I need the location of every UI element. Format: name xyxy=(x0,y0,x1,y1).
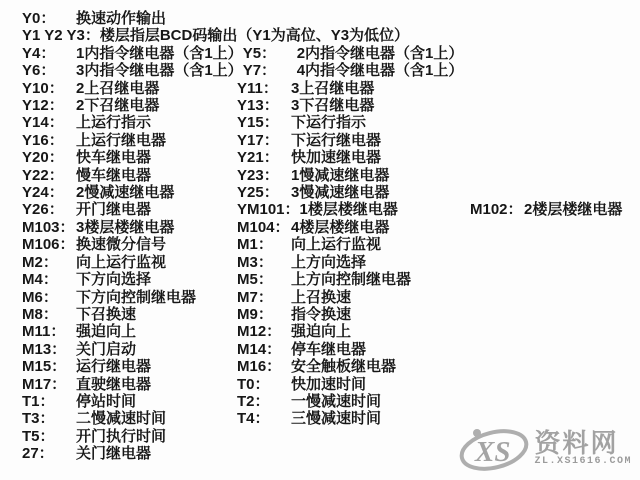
io-key: Y17： xyxy=(237,131,279,149)
io-entry xyxy=(237,97,470,114)
io-desc: 停车继电器 xyxy=(291,340,367,358)
list-row xyxy=(22,149,640,166)
io-key: T4： xyxy=(237,410,270,428)
io-entry xyxy=(22,236,237,253)
io-entry xyxy=(237,236,470,253)
io-desc: 3上召继电器 xyxy=(291,79,375,97)
io-desc: 4内指令继电器（含1上） xyxy=(296,62,464,80)
io-entry xyxy=(22,323,237,340)
io-entry xyxy=(237,341,470,358)
watermark xyxy=(456,422,632,474)
xs-logo-text: XS xyxy=(475,436,511,468)
io-key: M106： xyxy=(22,236,75,254)
io-key: M13： xyxy=(22,340,67,358)
io-entry xyxy=(22,80,237,97)
watermark-site-url: ZL.XS1616.COM xyxy=(534,455,632,467)
io-entry xyxy=(22,445,237,462)
io-key: M3： xyxy=(237,253,273,271)
io-key: M16： xyxy=(237,358,282,376)
io-key: T3： xyxy=(22,410,55,428)
io-desc: 2楼层楼继电器 xyxy=(524,201,623,219)
io-desc: 上运行指示 xyxy=(76,114,152,132)
io-desc: 2内指令继电器（含1上） xyxy=(296,44,464,62)
io-entry xyxy=(237,149,470,166)
io-key: Y1 Y2 Y3： xyxy=(22,27,100,45)
list-row xyxy=(22,201,640,218)
io-key: M104： xyxy=(237,218,290,236)
io-desc: 1楼层楼继电器 xyxy=(299,201,398,219)
io-entry xyxy=(237,201,470,218)
io-key: M17： xyxy=(22,375,67,393)
io-entry xyxy=(237,114,470,131)
io-desc: 楼层指层BCD码输出（Y1为高位、Y3为低位） xyxy=(99,27,410,45)
io-desc: 上方向选择 xyxy=(291,253,367,271)
io-key: Y6： xyxy=(22,62,56,80)
io-key: M2： xyxy=(22,253,58,271)
io-entry xyxy=(22,10,237,27)
io-key: M14： xyxy=(237,340,282,358)
io-key: M102： xyxy=(470,201,523,219)
io-entry xyxy=(22,306,237,323)
io-desc: 关门启动 xyxy=(76,340,137,358)
io-desc: 下运行指示 xyxy=(291,114,367,132)
io-key: Y11： xyxy=(237,79,278,97)
io-desc: 换速动作输出 xyxy=(76,10,167,27)
io-desc: 停站时间 xyxy=(76,392,137,410)
io-entry xyxy=(22,27,409,44)
list-row xyxy=(22,167,640,184)
io-desc: 快车继电器 xyxy=(76,149,152,167)
io-key: Y24： xyxy=(22,184,64,202)
io-key: Y16： xyxy=(22,131,64,149)
io-entry xyxy=(22,132,237,149)
io-entry xyxy=(22,97,237,114)
io-desc: 下方向控制继电器 xyxy=(76,288,197,306)
io-key: M7： xyxy=(237,288,273,306)
list-row xyxy=(22,306,640,323)
list-row xyxy=(22,341,640,358)
io-entry xyxy=(237,358,470,375)
io-desc: 慢车继电器 xyxy=(76,166,152,184)
io-entry xyxy=(22,376,237,393)
io-entry xyxy=(22,184,237,201)
list-row xyxy=(22,62,640,79)
io-desc: 下方向选择 xyxy=(76,271,152,289)
watermark-site-name: 资料网 xyxy=(534,427,619,458)
io-entry xyxy=(22,289,237,306)
io-desc: 开门执行时间 xyxy=(76,427,167,445)
io-desc: 2下召继电器 xyxy=(76,97,160,115)
io-desc: 上方向控制继电器 xyxy=(291,271,412,289)
io-desc: 二慢减速时间 xyxy=(76,410,167,428)
io-entry xyxy=(22,428,237,445)
io-entry xyxy=(470,201,622,218)
io-key: Y26： xyxy=(22,201,64,219)
io-desc: 1慢减速继电器 xyxy=(291,166,390,184)
io-key: Y12： xyxy=(22,97,64,115)
io-key: M15： xyxy=(22,358,67,376)
io-entry xyxy=(237,289,470,306)
io-desc: 强迫向上 xyxy=(76,323,137,341)
io-desc: 一慢减速时间 xyxy=(291,392,382,410)
io-desc: 直驶继电器 xyxy=(76,375,152,393)
io-desc: 向上运行监视 xyxy=(76,253,167,271)
io-desc: 2慢减速继电器 xyxy=(76,184,175,202)
io-key: M103： xyxy=(22,218,75,236)
io-entry xyxy=(237,132,470,149)
io-entry xyxy=(237,271,470,288)
io-entry xyxy=(237,376,470,393)
watermark-text-block xyxy=(534,427,632,467)
io-desc: 下运行继电器 xyxy=(291,131,382,149)
io-key: M1： xyxy=(237,236,273,254)
io-entry xyxy=(22,45,243,62)
io-entry xyxy=(237,80,470,97)
io-entry xyxy=(237,219,470,236)
io-desc: 换速微分信号 xyxy=(76,236,167,254)
io-key: Y10： xyxy=(22,79,64,97)
io-desc: 1内指令继电器（含1上） xyxy=(76,44,243,62)
io-desc: 快加速继电器 xyxy=(291,149,382,167)
io-entry xyxy=(22,341,237,358)
io-key: Y21： xyxy=(237,149,279,167)
list-row xyxy=(22,97,640,114)
io-key: T5： xyxy=(22,427,55,445)
list-row xyxy=(22,393,640,410)
io-key: M6： xyxy=(22,288,58,306)
io-entry xyxy=(22,219,237,236)
list-row xyxy=(22,376,640,393)
list-row xyxy=(22,254,640,271)
io-entry xyxy=(237,184,470,201)
list-row xyxy=(22,132,640,149)
io-desc: 关门继电器 xyxy=(76,445,152,463)
io-key: YM101： xyxy=(237,201,300,219)
io-entry xyxy=(237,410,470,427)
io-key: Y13： xyxy=(237,97,279,115)
io-desc: 4楼层楼继电器 xyxy=(291,218,390,236)
io-key: M4： xyxy=(22,271,58,289)
io-entry xyxy=(22,393,237,410)
list-row xyxy=(22,219,640,236)
io-entry xyxy=(22,358,237,375)
list-row xyxy=(22,184,640,201)
list-row xyxy=(22,27,640,44)
io-desc: 上运行继电器 xyxy=(76,131,167,149)
io-desc: 三慢减速时间 xyxy=(291,410,382,428)
io-entry xyxy=(22,149,237,166)
io-entry xyxy=(22,62,243,79)
list-row xyxy=(22,358,640,375)
io-desc: 运行继电器 xyxy=(76,358,152,376)
io-key: Y15： xyxy=(237,114,279,132)
io-key: 27： xyxy=(22,445,54,463)
io-desc: 3慢减速继电器 xyxy=(291,184,390,202)
io-desc: 向上运行监视 xyxy=(291,236,382,254)
io-key: T2： xyxy=(237,392,270,410)
io-key: Y0： xyxy=(22,10,56,27)
list-row xyxy=(22,289,640,306)
io-desc: 开门继电器 xyxy=(76,201,152,219)
io-entry xyxy=(237,393,470,410)
list-row xyxy=(22,236,640,253)
io-desc: 3内指令继电器（含1上） xyxy=(76,62,243,80)
io-key: T1： xyxy=(22,392,55,410)
io-entry xyxy=(243,62,476,79)
io-entry xyxy=(22,201,237,218)
io-desc: 上召换速 xyxy=(291,288,352,306)
io-desc: 3楼层楼继电器 xyxy=(76,218,175,236)
io-entry xyxy=(243,45,476,62)
list-row xyxy=(22,10,640,27)
io-key: T0： xyxy=(237,375,270,393)
list-row xyxy=(22,114,640,131)
io-list xyxy=(22,10,640,463)
io-entry xyxy=(22,271,237,288)
io-entry xyxy=(237,254,470,271)
io-entry xyxy=(22,114,237,131)
io-desc: 指令换速 xyxy=(291,305,352,323)
list-row xyxy=(22,80,640,97)
io-key: M8： xyxy=(22,305,58,323)
io-key: Y5： xyxy=(242,44,277,62)
io-desc: 下召换速 xyxy=(76,305,137,323)
list-row xyxy=(22,45,640,62)
io-entry xyxy=(22,167,237,184)
list-row xyxy=(22,323,640,340)
io-desc: 快加速时间 xyxy=(291,375,367,393)
list-row xyxy=(22,271,640,288)
io-key: Y23： xyxy=(237,166,279,184)
io-key: M12： xyxy=(237,323,282,341)
io-key: Y4： xyxy=(22,44,56,62)
io-desc: 强迫向上 xyxy=(291,323,352,341)
io-key: M11： xyxy=(22,323,66,341)
io-entry xyxy=(22,410,237,427)
io-desc: 3下召继电器 xyxy=(291,97,375,115)
io-key: Y7： xyxy=(242,62,277,80)
io-entry xyxy=(237,306,470,323)
io-entry xyxy=(22,254,237,271)
io-desc: 2上召继电器 xyxy=(76,79,160,97)
io-key: M9： xyxy=(237,305,273,323)
io-entry xyxy=(237,167,470,184)
io-key: Y14： xyxy=(22,114,64,132)
io-entry xyxy=(237,323,470,340)
io-key: Y20： xyxy=(22,149,64,167)
xs-logo-icon xyxy=(456,422,532,474)
io-key: Y25： xyxy=(237,184,279,202)
io-key: Y22： xyxy=(22,166,64,184)
io-key: M5： xyxy=(237,271,273,289)
io-desc: 安全触板继电器 xyxy=(291,358,397,376)
